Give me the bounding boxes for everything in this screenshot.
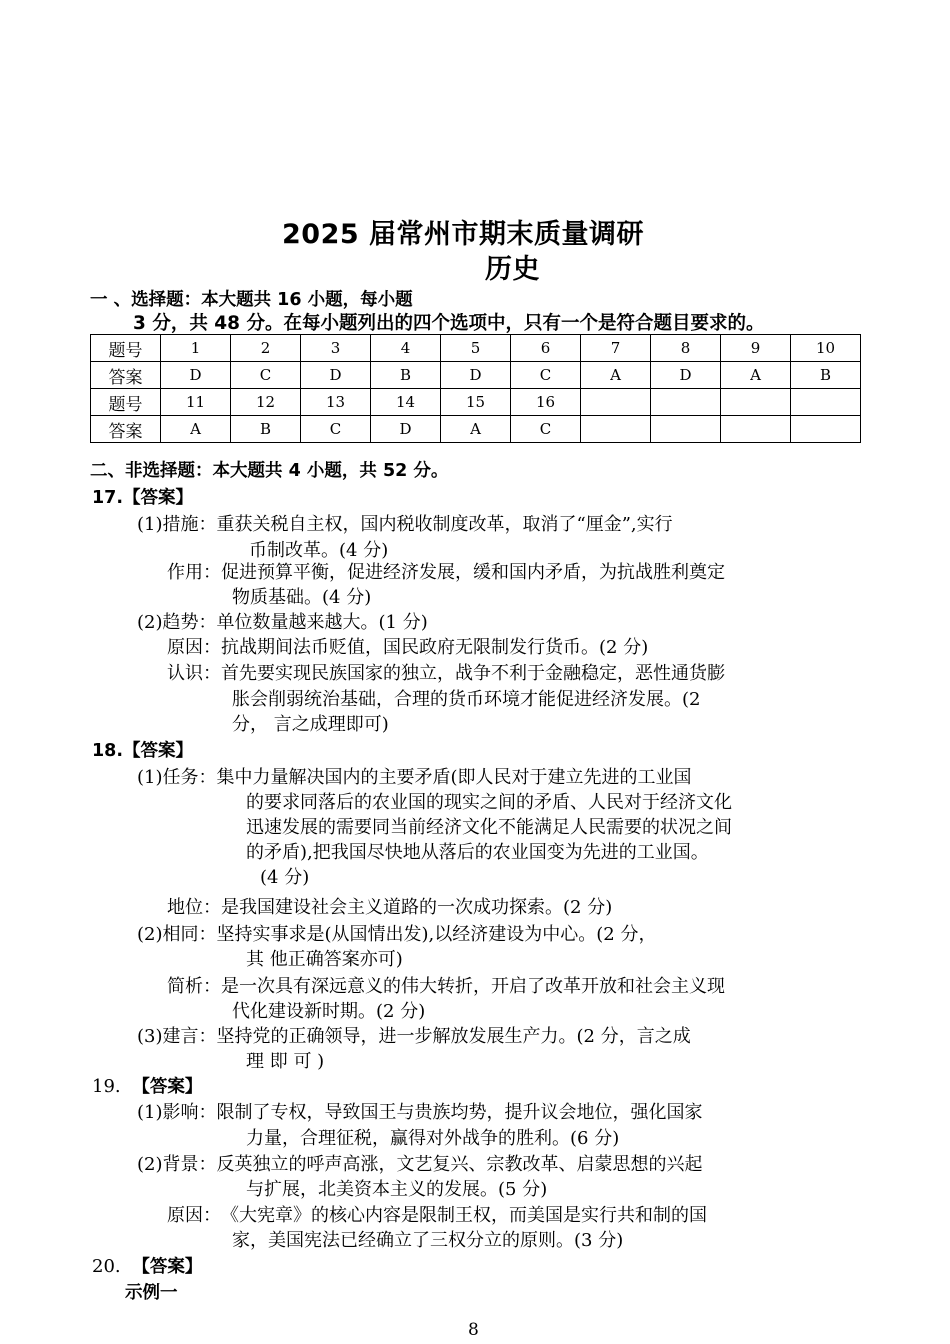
table-cell: D: [651, 362, 721, 389]
q18-l2-text: 是我国建设社会主义道路的一次成功探索。(2 分): [221, 897, 613, 918]
section1-heading: 一 、选择题：本大题共 16 小题，每小题: [90, 290, 413, 310]
table-cell: A: [581, 362, 651, 389]
table-row: [91, 362, 861, 389]
q19-l3-text: 《大宪章》的核心内容是限制王权，而美国是实行共和制的国: [221, 1205, 707, 1226]
table-cell: [651, 389, 721, 416]
table-cell: A: [721, 362, 791, 389]
q18-l4-label: 简析：: [167, 976, 221, 997]
table-cell: 13: [301, 389, 371, 416]
table-cell: C: [231, 362, 301, 389]
q18-line2: [167, 893, 612, 919]
table-cell: 8: [651, 335, 721, 362]
q18-line4: [167, 972, 725, 998]
q19-l1-cont: 力量，合理征税，赢得对外战争的胜利。(6 分): [246, 1128, 620, 1149]
table-cell: 16: [511, 389, 581, 416]
table-cell: 15: [441, 389, 511, 416]
q18-l1-cont1: 的要求同落后的农业国的现实之间的矛盾、人民对于经济文化: [246, 792, 732, 813]
q18-heading: 18.【答案】: [92, 741, 194, 761]
q18-l1-label: (1)任务：: [137, 767, 217, 788]
q18-line1: [137, 763, 692, 789]
q17-line3: [137, 608, 428, 634]
exam-title: 2025 届常州市期末质量调研: [282, 219, 645, 250]
q17-line5: [167, 659, 725, 685]
q17-l2-label: 作用：: [167, 562, 221, 583]
q19-l1-label: (1)影响：: [137, 1102, 217, 1123]
q18-line3: [137, 920, 656, 946]
q19-number: 19.: [92, 1076, 121, 1097]
q19-line3: [167, 1201, 707, 1227]
q19-heading: [92, 1073, 202, 1098]
q18-l3-label: (2)相同：: [137, 924, 217, 945]
table-cell: C: [301, 416, 371, 443]
table-cell: 3: [301, 335, 371, 362]
table-cell: [721, 389, 791, 416]
q17-l4-text: 抗战期间法币贬值，国民政府无限制发行货币。(2 分): [221, 637, 649, 658]
table-cell: 9: [721, 335, 791, 362]
q17-l4-label: 原因：: [167, 637, 221, 658]
q18-l1-text: 集中力量解决国内的主要矛盾(即人民对于建立先进的工业国: [216, 767, 692, 788]
q18-l1-cont3: 的矛盾),把我国尽快地从落后的农业国变为先进的工业国。: [246, 842, 709, 863]
q17-l5-label: 认识：: [167, 663, 221, 684]
table-cell: 1: [161, 335, 231, 362]
q18-l1-cont4: (4 分): [260, 867, 310, 888]
q17-l5-cont2: 分， 言之成理即可): [232, 714, 389, 735]
table-cell: D: [371, 416, 441, 443]
table-cell: B: [371, 362, 441, 389]
q17-l2-cont: 物质基础。(4 分): [232, 587, 372, 608]
q17-line2: [167, 558, 725, 584]
q19-line2: [137, 1150, 703, 1176]
table-cell: A: [161, 416, 231, 443]
table-cell: 12: [231, 389, 301, 416]
table-cell: [581, 416, 651, 443]
q20-example-label: 示例一: [125, 1283, 178, 1303]
q19-l2-label: (2)背景：: [137, 1154, 217, 1175]
table-cell: 11: [161, 389, 231, 416]
q17-line1: [137, 510, 673, 536]
table-cell: [791, 389, 861, 416]
q18-l4-text: 是一次具有深远意义的伟大转折，开启了改革开放和社会主义现: [221, 976, 725, 997]
table-cell: A: [441, 416, 511, 443]
table-cell: 6: [511, 335, 581, 362]
q18-l1-cont2: 迅速发展的需要同当前经济文化不能满足人民需要的状况之间: [246, 817, 732, 838]
q19-l3-cont: 家，美国宪法已经确立了三权分立的原则。(3 分): [232, 1230, 624, 1251]
table-cell: C: [511, 362, 581, 389]
table-cell: D: [441, 362, 511, 389]
q20-heading: [92, 1253, 202, 1278]
q18-l3-text: 坚持实事求是(从国情出发),以经济建设为中心。(2 分，: [216, 924, 657, 945]
table-cell: 14: [371, 389, 441, 416]
section1-heading-cont: 3 分，共 48 分。在每小题列出的四个选项中，只有一个是符合题目要求的。: [133, 313, 765, 334]
q19-line1: [137, 1098, 703, 1124]
row-label: 题号: [91, 335, 161, 362]
q17-l2-text: 促进预算平衡，促进经济发展，缓和国内矛盾，为抗战胜利奠定: [221, 562, 725, 583]
q18-l4-cont: 代化建设新时期。(2 分): [232, 1001, 426, 1022]
table-cell: 7: [581, 335, 651, 362]
q20-answer-tag: 【答案】: [132, 1257, 203, 1277]
q17-l1-text: 重获关税自主权，国内税收制度改革，取消了“厘金”,实行: [216, 514, 673, 535]
table-cell: 4: [371, 335, 441, 362]
q17-l1-label: (1)措施：: [137, 514, 217, 535]
table-row: [91, 335, 861, 362]
table-cell: B: [231, 416, 301, 443]
row-label: 答案: [91, 362, 161, 389]
q18-l5-cont: 理 即 可 ): [246, 1051, 325, 1072]
q17-heading: 17.【答案】: [92, 488, 194, 508]
q18-l5-text: 坚持党的正确领导，进一步解放发展生产力。(2 分，言之成: [216, 1026, 691, 1047]
q17-line4: [167, 633, 648, 659]
table-cell: [581, 389, 651, 416]
table-row: [91, 389, 861, 416]
q19-answer-tag: 【答案】: [132, 1077, 203, 1097]
q19-l1-text: 限制了专权，导致国王与贵族均势，提升议会地位，强化国家: [216, 1102, 703, 1123]
q18-l5-label: (3)建言：: [137, 1026, 217, 1047]
table-cell: [791, 416, 861, 443]
table-cell: 10: [791, 335, 861, 362]
row-label: 题号: [91, 389, 161, 416]
q19-l3-label: 原因：: [167, 1205, 221, 1226]
table-cell: 2: [231, 335, 301, 362]
table-cell: D: [161, 362, 231, 389]
q18-l2-label: 地位：: [167, 897, 221, 918]
table-cell: [651, 416, 721, 443]
table-cell: B: [791, 362, 861, 389]
table-cell: [721, 416, 791, 443]
subject-title: 历史: [485, 254, 540, 285]
section2-heading: 二、非选择题：本大题共 4 小题，共 52 分。: [90, 461, 449, 481]
q18-l3-cont: 其 他正确答案亦可): [246, 949, 403, 970]
table-cell: D: [301, 362, 371, 389]
q17-l1-cont: 币制改革。(4 分): [249, 540, 389, 561]
q17-l5-text: 首先要实现民族国家的独立，战争不利于金融稳定，恶性通货膨: [221, 663, 725, 684]
q17-l3-label: (2)趋势：: [137, 612, 217, 633]
q19-l2-text: 反英独立的呼声高涨，文艺复兴、宗教改革、启蒙思想的兴起: [216, 1154, 703, 1175]
q18-line5: [137, 1022, 691, 1048]
table-row: [91, 416, 861, 443]
table-cell: 5: [441, 335, 511, 362]
q17-l5-cont1: 胀会削弱统治基础，合理的货币环境才能促进经济发展。(2: [232, 689, 701, 710]
q20-number: 20.: [92, 1256, 121, 1277]
answer-table: [90, 334, 861, 443]
row-label: 答案: [91, 416, 161, 443]
q17-l3-text: 单位数量越来越大。(1 分): [216, 612, 428, 633]
page-number: 8: [468, 1320, 479, 1340]
table-cell: C: [511, 416, 581, 443]
q19-l2-cont: 与扩展，北美资本主义的发展。(5 分): [246, 1179, 548, 1200]
